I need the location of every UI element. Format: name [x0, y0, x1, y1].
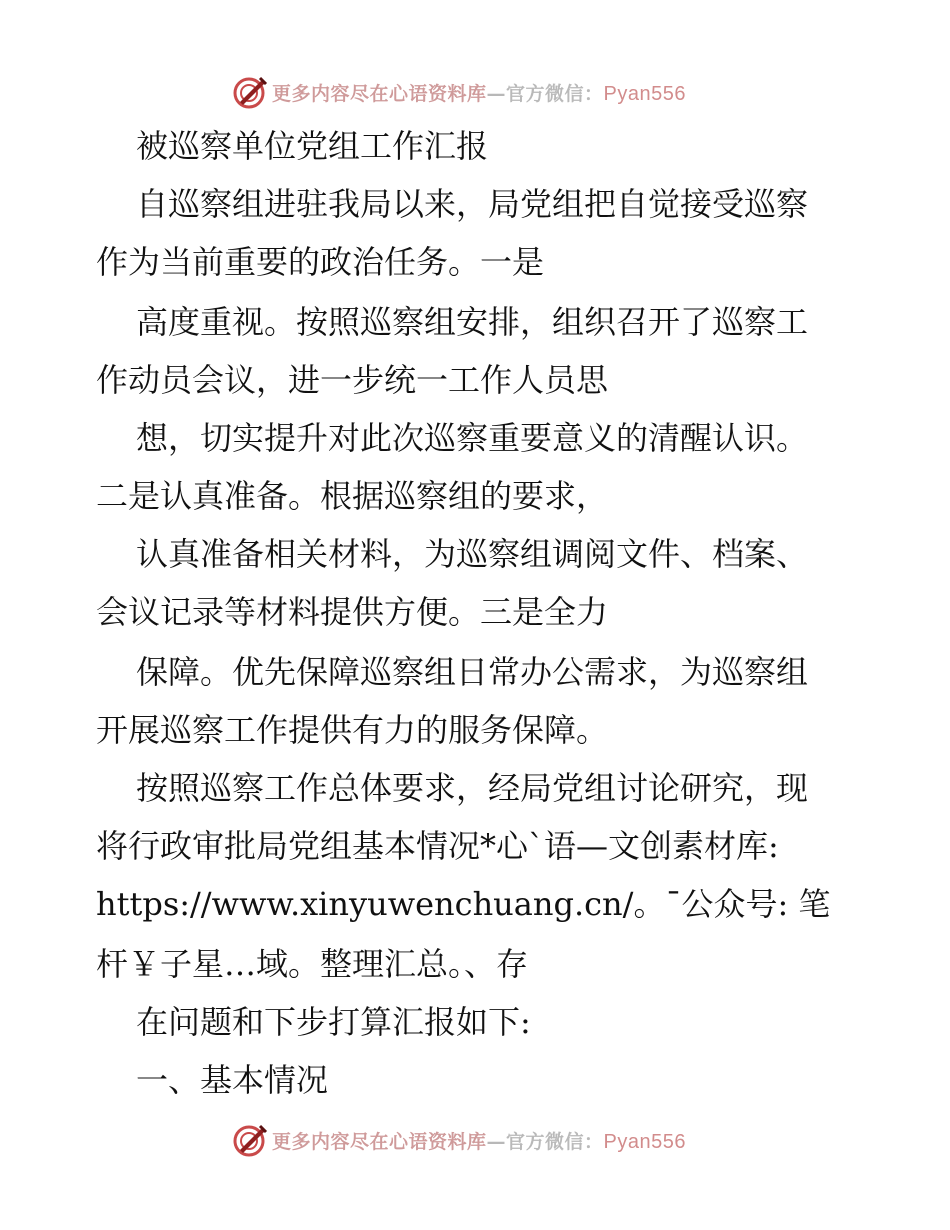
paragraph-line: 开展巡察工作提供有力的服务保障。	[96, 711, 609, 749]
banner-wechat-label: 官方微信：	[506, 1130, 604, 1153]
paragraph-line: 认真准备相关材料，为巡察组调阅文件、档案、	[136, 535, 809, 573]
paragraph-line: 想，切实提升对此次巡察重要意义的清醒认识。	[136, 419, 809, 457]
paragraph-line: 作动员会议，进一步统一工作人员思	[96, 361, 609, 399]
paragraph-line: 按照巡察工作总体要求，经局党组讨论研究，现	[136, 769, 809, 807]
banner-wechat-label: 官方微信：	[506, 82, 604, 105]
paragraph-line: 高度重视。按照巡察组安排，组织召开了巡察工	[136, 303, 809, 341]
banner-wechat-id: Pyan556	[603, 1130, 686, 1153]
header-banner	[232, 70, 686, 114]
banner-wechat-id: Pyan556	[603, 82, 686, 105]
footer-banner-text	[272, 1127, 686, 1154]
paragraph-line: 将行政审批局党组基本情况*心`语—文创素材库:	[96, 827, 779, 865]
banner-main-text: 更多内容尽在心语资料库	[272, 1130, 487, 1153]
paragraph-line: 保障。优先保障巡察组日常办公需求，为巡察组	[136, 653, 809, 691]
paragraph-line: 自巡察组进驻我局以来，局党组把自觉接受巡察	[136, 185, 809, 223]
banner-dash: —	[486, 82, 507, 105]
paragraph-line: 二是认真准备。根据巡察组的要求，	[96, 477, 609, 515]
section-heading: 一、基本情况	[136, 1061, 329, 1099]
header-banner-text	[272, 79, 686, 106]
footer-banner	[232, 1118, 686, 1162]
document-title: 被巡察单位党组工作汇报	[136, 127, 489, 165]
paragraph-line: 杆￥子星…域。整理汇总。、存	[96, 945, 529, 983]
paragraph-line: https://www.xinyuwenchuang.cn/。¯公众号: 笔	[96, 885, 831, 923]
banner-main-text: 更多内容尽在心语资料库	[272, 82, 487, 105]
banner-dash: —	[486, 1130, 507, 1153]
brand-logo-icon	[232, 74, 268, 110]
paragraph-line: 作为当前重要的政治任务。一是	[96, 243, 545, 281]
paragraph-line: 会议记录等材料提供方便。三是全力	[96, 593, 609, 631]
brand-logo-icon	[232, 1122, 268, 1158]
paragraph-line: 在问题和下步打算汇报如下:	[136, 1003, 531, 1041]
